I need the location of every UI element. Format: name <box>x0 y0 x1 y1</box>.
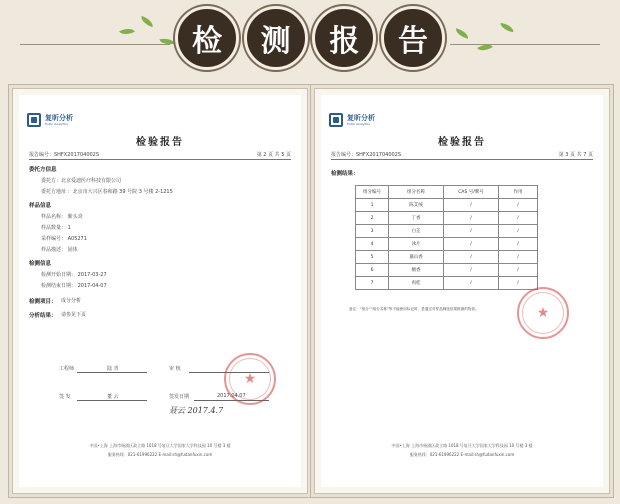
footer-address: 中国•上海 上海市杨浦区政立路 1018 号复旦大学国家大学科技园 10 号楼 3 楼 <box>391 443 533 448</box>
logo-subtext: FuXin Analytics <box>347 121 370 126</box>
table-cell: 6 <box>356 264 389 277</box>
result-label: 分析结果： <box>29 313 57 319</box>
report-card-left <box>12 88 308 494</box>
leaf-icon <box>139 16 155 27</box>
table-cell: / <box>444 277 499 290</box>
red-seal-stamp: ★ <box>224 353 276 405</box>
test-end-date: 检测结束日期： 2017-04-07 <box>41 283 107 289</box>
table-cell: 5 <box>356 251 389 264</box>
table-cell: / <box>499 238 538 251</box>
table-cell: / <box>444 212 499 225</box>
report-paper <box>19 95 301 487</box>
table-cell: 肉桂 <box>389 277 444 290</box>
leaf-icon <box>119 25 135 37</box>
table-row <box>356 251 538 264</box>
reviewer-label: 审 核 <box>169 366 181 372</box>
table-row <box>356 238 538 251</box>
method-label: 检测项目： <box>29 299 57 305</box>
table-row <box>356 277 538 290</box>
table-cell: 4 <box>356 238 389 251</box>
table-cell: 3 <box>356 225 389 238</box>
logo-subtext: FuXin Analytics <box>45 121 68 126</box>
page-title <box>175 6 445 74</box>
leaf-icon <box>477 41 493 54</box>
table-cell: / <box>499 277 538 290</box>
footer-contact: 服务热线：021-61996222 E-mail:sh@fudanfuxin.com <box>409 452 515 457</box>
footer-contact: 服务热线：021-61996222 E-mail:sh@fudanfuxin.com <box>107 452 213 457</box>
table-header: 组分名称 <box>389 186 444 199</box>
results-table <box>355 185 538 290</box>
table-cell: / <box>499 264 538 277</box>
red-seal-stamp: ★ <box>517 287 569 339</box>
title-char: 告 <box>381 6 445 70</box>
table-cell: 2 <box>356 212 389 225</box>
report-title: 检验报告 <box>438 137 486 148</box>
handwritten-signature: 聂云 2017.4.7 <box>169 406 224 415</box>
table-note: 备注：“组分”“组分名称”等不能使用标记时，是通过对样品筛选结果推测的物质。 <box>349 307 479 311</box>
table-cell: / <box>444 199 499 212</box>
table-header: 组分编号 <box>356 186 389 199</box>
title-char: 测 <box>244 6 308 70</box>
table-row <box>356 264 538 277</box>
table-cell: 7 <box>356 277 389 290</box>
test-start-date: 检测开始日期： 2017-03-27 <box>41 272 107 278</box>
table-cell: 1 <box>356 199 389 212</box>
table-row <box>356 212 538 225</box>
engineer-value: 陆 青 <box>107 366 119 372</box>
table-cell: / <box>499 251 538 264</box>
divider <box>29 159 291 160</box>
logo-icon <box>329 113 343 127</box>
table-cell: / <box>499 225 538 238</box>
table-cell: 檀香 <box>389 264 444 277</box>
sample-section-title: 样品信息 <box>29 203 52 209</box>
table-header: 作用 <box>499 186 538 199</box>
banner <box>0 0 620 82</box>
title-char: 检 <box>175 6 239 70</box>
page-number: 第 2 页 共 5 页 <box>256 152 291 158</box>
table-cell: 丁香 <box>389 212 444 225</box>
table-cell: 藁山香 <box>389 251 444 264</box>
sample-name: 样品名称： 紫头炎 <box>41 214 83 220</box>
engineer-label: 工程师 <box>59 366 75 372</box>
report-title: 检验报告 <box>136 137 184 148</box>
signature-line <box>77 372 147 373</box>
divider <box>331 159 593 160</box>
table-cell: / <box>444 225 499 238</box>
banner-left-line <box>20 44 170 45</box>
company-logo <box>329 113 375 127</box>
test-section-title: 检测信息 <box>29 261 52 267</box>
results-section-title: 检测结果： <box>331 171 359 177</box>
approver-value: 董 云 <box>107 394 119 400</box>
table-cell: / <box>444 264 499 277</box>
sample-quantity: 样品数量： 1 <box>41 225 71 231</box>
banner-right-line <box>450 44 600 45</box>
title-char: 报 <box>312 6 376 70</box>
table-header-row <box>356 186 538 199</box>
sample-number: 采样编号： A05271 <box>41 236 87 242</box>
issue-date-value: 2017.04.07 <box>217 393 246 399</box>
page-number: 第 3 页 共 7 页 <box>558 152 593 158</box>
table-cell: / <box>444 251 499 264</box>
table-cell: 白芷 <box>389 225 444 238</box>
result-value: 请参见下页 <box>61 312 87 318</box>
report-number: 报告编号：SHFX201704002S <box>331 152 402 158</box>
table-row <box>356 199 538 212</box>
logo-text: 复昕分析 <box>45 113 73 122</box>
logo-text: 复昕分析 <box>347 113 375 122</box>
report-card-right <box>314 88 610 494</box>
table-header: CAS 号/牌号 <box>444 186 499 199</box>
report-paper <box>321 95 603 487</box>
signature-line <box>77 400 147 401</box>
footer-address: 中国•上海 上海市杨浦区政立路 1018 号复旦大学国家大学科技园 10 号楼 3 楼 <box>89 443 231 448</box>
table-cell: 陈艾绒 <box>389 199 444 212</box>
method-value: 成分分析 <box>61 298 82 304</box>
table-cell: / <box>444 238 499 251</box>
leaf-icon <box>454 28 469 38</box>
sample-state: 样品描述： 固体 <box>41 247 78 253</box>
client-name: 委托方：北京爱迪医疗科技有限公司 <box>41 178 122 184</box>
table-cell: 冰片 <box>389 238 444 251</box>
report-number: 报告编号：SHFX201704002S <box>29 152 100 158</box>
leaf-icon <box>499 23 514 32</box>
issue-date-label: 签发日期 <box>169 394 190 400</box>
client-address: 委托方地址 ：北京市大兴区春和路 39 号院 3 号楼 2-1215 <box>41 189 173 195</box>
table-cell: / <box>499 199 538 212</box>
approver-label: 签 发 <box>59 394 71 400</box>
table-cell: / <box>499 212 538 225</box>
client-section-title: 委托方信息 <box>29 167 57 173</box>
logo-icon <box>27 113 41 127</box>
table-row <box>356 225 538 238</box>
company-logo <box>27 113 73 127</box>
